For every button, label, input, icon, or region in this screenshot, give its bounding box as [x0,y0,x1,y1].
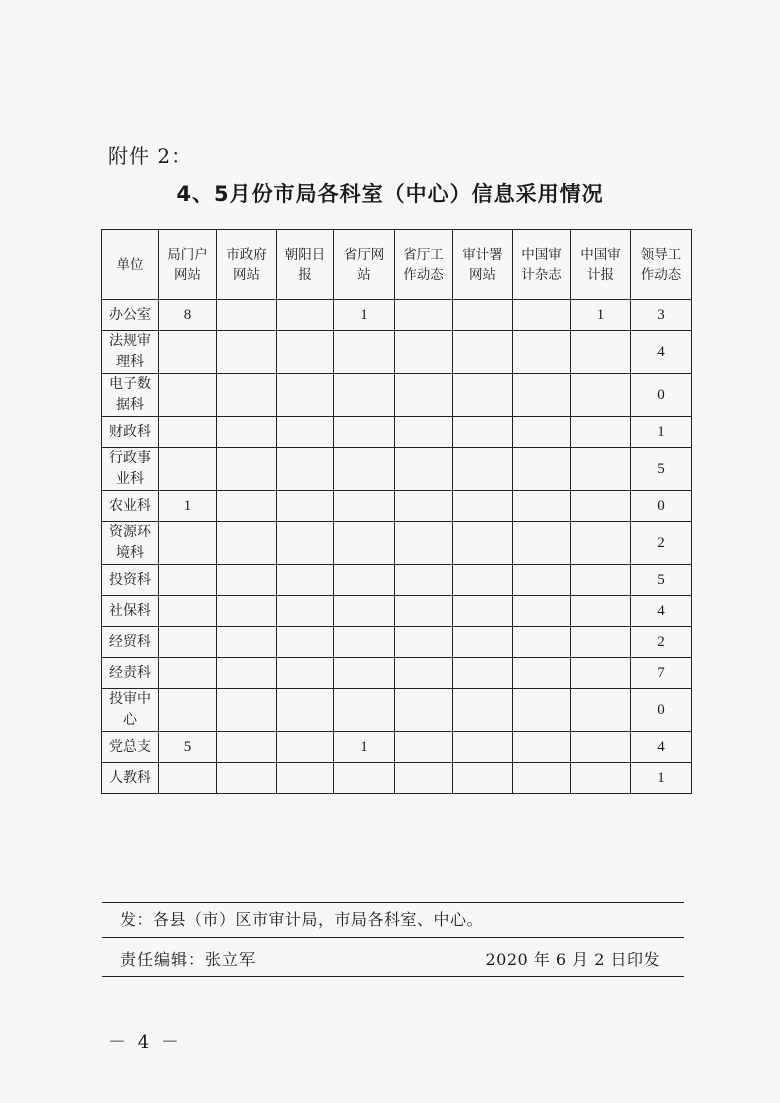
count-cell [159,417,217,448]
column-header [159,230,217,300]
count-cell [277,374,334,417]
unit-name: 党总支 [109,738,151,755]
count-cell [217,565,277,596]
column-header-label: 省厅网站 [343,246,385,283]
table-row [102,417,692,448]
count-value: 1 [596,306,605,323]
count-cell [334,374,395,417]
count-cell [277,596,334,627]
count-cell [217,522,277,565]
attachment-label: 附件 2： [108,144,193,168]
count-value: 1 [657,423,665,440]
unit-name-cell [102,658,159,689]
count-cell [395,374,453,417]
count-cell [631,627,692,658]
count-value: 2 [657,633,665,650]
count-cell [571,627,631,658]
count-cell [631,331,692,374]
unit-name: 投审中心 [109,691,151,728]
footer-rule-middle [102,937,684,938]
count-cell [217,417,277,448]
count-cell [571,448,631,491]
count-cell [395,491,453,522]
count-cell [631,374,692,417]
count-cell [217,627,277,658]
table-row [102,689,692,732]
unit-name-cell [102,689,159,732]
count-cell [217,374,277,417]
footer-rule-top [102,902,684,903]
count-cell [513,374,571,417]
count-value: 1 [657,769,665,786]
unit-name-cell [102,417,159,448]
count-value: 2 [657,534,665,551]
count-cell [277,565,334,596]
count-value: 1 [360,306,368,323]
count-cell [631,522,692,565]
count-cell [631,417,692,448]
count-cell [277,627,334,658]
count-cell [277,448,334,491]
count-cell [631,565,692,596]
count-cell [277,300,334,331]
table-row [102,374,692,417]
count-cell [334,596,395,627]
unit-name: 经责科 [109,664,151,681]
column-header [102,230,159,300]
count-cell [334,331,395,374]
unit-name: 电子数据科 [109,376,151,413]
count-cell [395,627,453,658]
count-cell [277,689,334,732]
count-value: 3 [657,306,665,323]
unit-name-cell [102,491,159,522]
unit-name-cell [102,331,159,374]
count-cell [159,658,217,689]
count-value: 0 [657,497,665,514]
count-cell [395,732,453,763]
count-cell [571,491,631,522]
table-row [102,596,692,627]
count-cell [395,565,453,596]
count-cell [631,763,692,794]
count-value: 4 [657,738,665,755]
count-cell [159,331,217,374]
count-cell [334,627,395,658]
count-cell [571,689,631,732]
count-cell [159,300,217,331]
count-cell [334,565,395,596]
count-value: 5 [657,571,665,588]
unit-name-cell [102,448,159,491]
unit-name-cell [102,763,159,794]
count-cell [217,448,277,491]
table-row [102,732,692,763]
count-cell [334,448,395,491]
table-row [102,522,692,565]
table-row [102,448,692,491]
count-cell [217,689,277,732]
count-value: 0 [657,701,665,718]
count-cell [513,522,571,565]
count-cell [571,732,631,763]
count-cell [159,763,217,794]
count-cell [453,596,513,627]
count-cell [513,300,571,331]
count-cell [217,491,277,522]
count-cell [277,732,334,763]
count-cell [395,331,453,374]
footer-rule-bottom [102,976,684,977]
column-header-label: 领导工作动态 [640,246,682,283]
count-cell [453,448,513,491]
count-cell [571,417,631,448]
distribution-line: 发：各县（市）区市审计局，市局各科室、中心。 [120,910,484,929]
unit-name-cell [102,732,159,763]
count-cell [159,627,217,658]
count-cell [277,522,334,565]
table-row [102,331,692,374]
unit-name: 行政事业科 [109,450,151,487]
count-cell [453,417,513,448]
table-row [102,565,692,596]
count-cell [217,596,277,627]
count-cell [159,374,217,417]
column-header-label: 局门户网站 [167,246,208,283]
count-cell [571,565,631,596]
count-cell [159,448,217,491]
count-cell [513,732,571,763]
count-cell [513,331,571,374]
count-cell [453,491,513,522]
count-value: 7 [657,664,665,681]
count-cell [453,689,513,732]
count-cell [571,374,631,417]
unit-name: 农业科 [109,497,151,514]
unit-name: 资源环境科 [109,524,151,561]
count-cell [334,417,395,448]
column-header [571,230,631,300]
count-cell [631,732,692,763]
count-cell [217,331,277,374]
count-cell [277,491,334,522]
issue-date: 2020 年 6 月 2 日印发 [485,950,660,969]
count-cell [395,658,453,689]
count-cell [571,658,631,689]
unit-name: 办公室 [109,306,151,323]
count-cell [159,732,217,763]
count-cell [453,300,513,331]
count-cell [571,331,631,374]
unit-name: 投资科 [109,571,151,588]
count-cell [395,763,453,794]
count-cell [334,491,395,522]
count-cell [217,300,277,331]
unit-name: 经贸科 [109,633,151,650]
table-row [102,658,692,689]
count-value: 5 [657,460,665,477]
page-number: － 4 － [108,1032,182,1053]
count-cell [159,491,217,522]
count-cell [334,300,395,331]
count-cell [217,763,277,794]
unit-name: 财政科 [109,423,151,440]
column-header-label: 市政府网站 [226,246,267,283]
unit-name-cell [102,627,159,658]
table-row [102,300,692,331]
table-body [102,300,692,794]
count-cell [277,658,334,689]
column-header [513,230,571,300]
unit-name: 社保科 [109,602,151,619]
unit-name-cell [102,300,159,331]
count-cell [513,689,571,732]
count-cell [513,627,571,658]
count-cell [631,689,692,732]
count-cell [631,596,692,627]
column-header-label: 审计署网站 [462,246,503,283]
unit-name-cell [102,374,159,417]
count-cell [513,417,571,448]
column-header [217,230,277,300]
column-header [395,230,453,300]
count-value: 4 [657,602,665,619]
count-cell [395,300,453,331]
count-cell [277,763,334,794]
count-cell [513,491,571,522]
column-header [453,230,513,300]
count-cell [453,658,513,689]
count-cell [395,522,453,565]
count-cell [513,596,571,627]
count-value: 8 [183,306,192,323]
count-cell [395,689,453,732]
count-cell [513,658,571,689]
count-cell [631,300,692,331]
count-cell [453,565,513,596]
column-header-label: 单位 [116,256,144,273]
count-value: 4 [657,343,665,360]
table-row [102,491,692,522]
unit-name-cell [102,522,159,565]
table-row [102,627,692,658]
info-adoption-table [101,229,692,794]
count-cell [334,763,395,794]
count-cell [513,448,571,491]
editor-line: 责任编辑：张立军 [120,950,257,969]
column-header-label: 中国审计杂志 [521,246,562,283]
column-header [277,230,334,300]
count-cell [453,627,513,658]
count-cell [631,491,692,522]
count-value: 0 [657,386,665,403]
count-cell [453,522,513,565]
count-cell [571,763,631,794]
table-row [102,763,692,794]
count-cell [159,689,217,732]
column-header-label: 朝阳日报 [284,246,326,283]
count-cell [453,331,513,374]
count-cell [334,522,395,565]
count-cell [334,689,395,732]
count-cell [453,374,513,417]
table-header-row [102,230,692,300]
count-cell [571,300,631,331]
column-header [631,230,692,300]
count-cell [453,732,513,763]
unit-name: 人教科 [109,769,151,786]
count-value: 5 [183,738,192,755]
count-cell [334,658,395,689]
column-header-label: 中国审计报 [580,246,621,283]
unit-name: 法规审理科 [109,333,151,370]
count-value: 1 [183,497,192,514]
column-header [334,230,395,300]
count-cell [513,565,571,596]
count-cell [571,522,631,565]
count-cell [453,763,513,794]
count-cell [217,658,277,689]
count-cell [395,448,453,491]
count-cell [395,596,453,627]
count-cell [159,565,217,596]
count-cell [395,417,453,448]
count-cell [217,732,277,763]
unit-name-cell [102,596,159,627]
count-cell [334,732,395,763]
count-cell [571,596,631,627]
count-cell [513,763,571,794]
count-value: 1 [360,738,368,755]
page-title: 4、5月份市局各科室（中心）信息采用情况 [176,182,604,206]
column-header-label: 省厅工作动态 [403,246,444,283]
count-cell [631,448,692,491]
count-cell [159,596,217,627]
count-cell [631,658,692,689]
count-cell [159,522,217,565]
count-cell [277,331,334,374]
unit-name-cell [102,565,159,596]
count-cell [277,417,334,448]
